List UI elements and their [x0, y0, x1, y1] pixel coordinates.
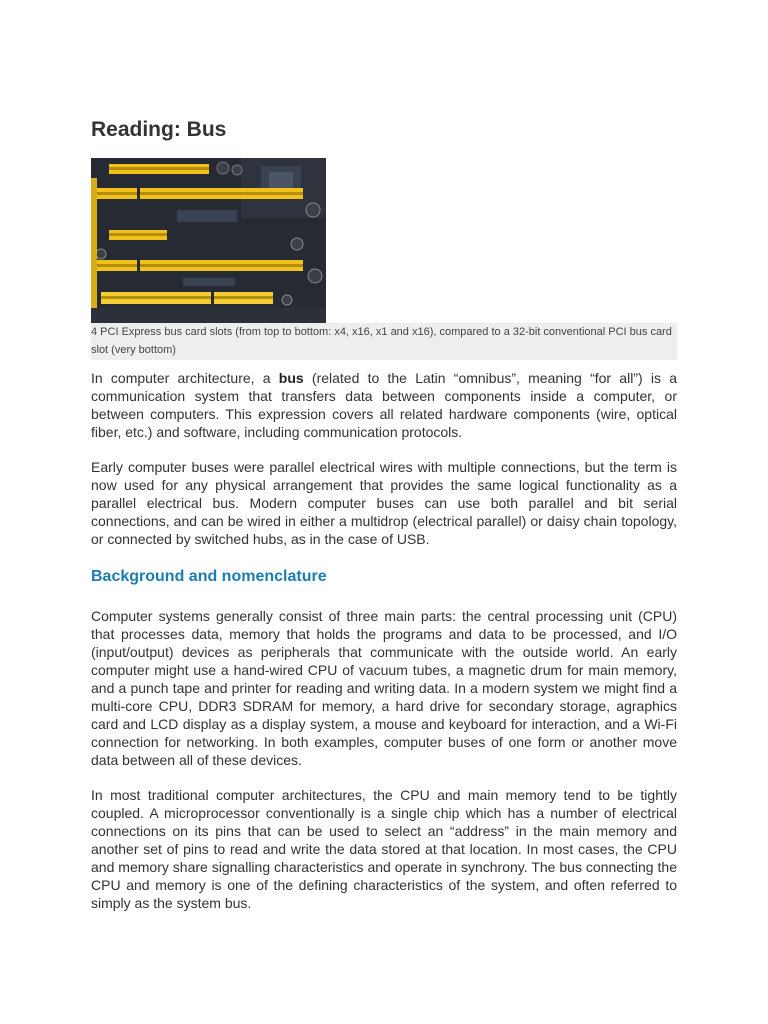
bold-term-bus: bus [278, 370, 304, 386]
figure [91, 158, 677, 360]
paragraph-computer-systems: Computer systems generally consist of three main parts: the central processing unit (CPU) that processes data, memory that holds the programs and data to be processed, and I/O (input/output) devices as peripherals that communicate with the outside world. An early computer might use a hand-wired CPU of vacuum tubes, a magnetic drum for main memory, and a punch tape and printer for reading and writing data. In a modern system we might find a multi-core CPU, DDR3 SDRAM for memory, a hard drive for secondary storage, agraphics card and LCD display as a display system, a mouse and keyboard for interaction, and a Wi-Fi connection for networking. In both examples, computer buses of one form or another move data between all of these devices. [91, 608, 677, 768]
section-heading: Background and nomenclature [91, 568, 327, 585]
figure-caption: 4 PCI Express bus card slots (from top to bottom: x4, x16, x1 and x16), compared to a 32-bit conventional PCI bus card slot (very bottom) [91, 323, 677, 360]
pci-slots-photo [91, 158, 326, 323]
page-title: Reading: Bus [91, 118, 227, 141]
paragraph-early-buses: Early computer buses were parallel electrical wires with multiple connections, but the term is now used for any physical arrangement that provides the same logical functionality as a parallel electrical bus. Modern computer buses can use both parallel and bit serial connections, and can be wired in either a multidrop (electrical parallel) or daisy chain topology, or connected by switched hubs, as in the case of USB. [91, 459, 677, 547]
intro-text-before: In computer architecture, a [91, 370, 279, 386]
intro-paragraph [91, 369, 677, 441]
paragraph-cpu-memory: In most traditional computer architectures, the CPU and main memory tend to be tightly coupled. A microprocessor conventionally is a single chip which has a number of electrical connections on its pins that can be used to select an “address” in the main memory and another set of pins to read and write the data stored at that location. In most cases, the CPU and memory share signalling characteristics and operate in synchrony. The bus connecting the CPU and memory is one of the defining characteristics of the system, and often referred to simply as the system bus. [91, 787, 677, 911]
intro-text-after: (related to the Latin “omnibus”, meaning “for all”) is a communication system that transfers data between components inside a computer, or between computers. This expression covers all related hardware components (wire, optical fiber, etc.) and software, including communication protocols. [91, 370, 677, 440]
